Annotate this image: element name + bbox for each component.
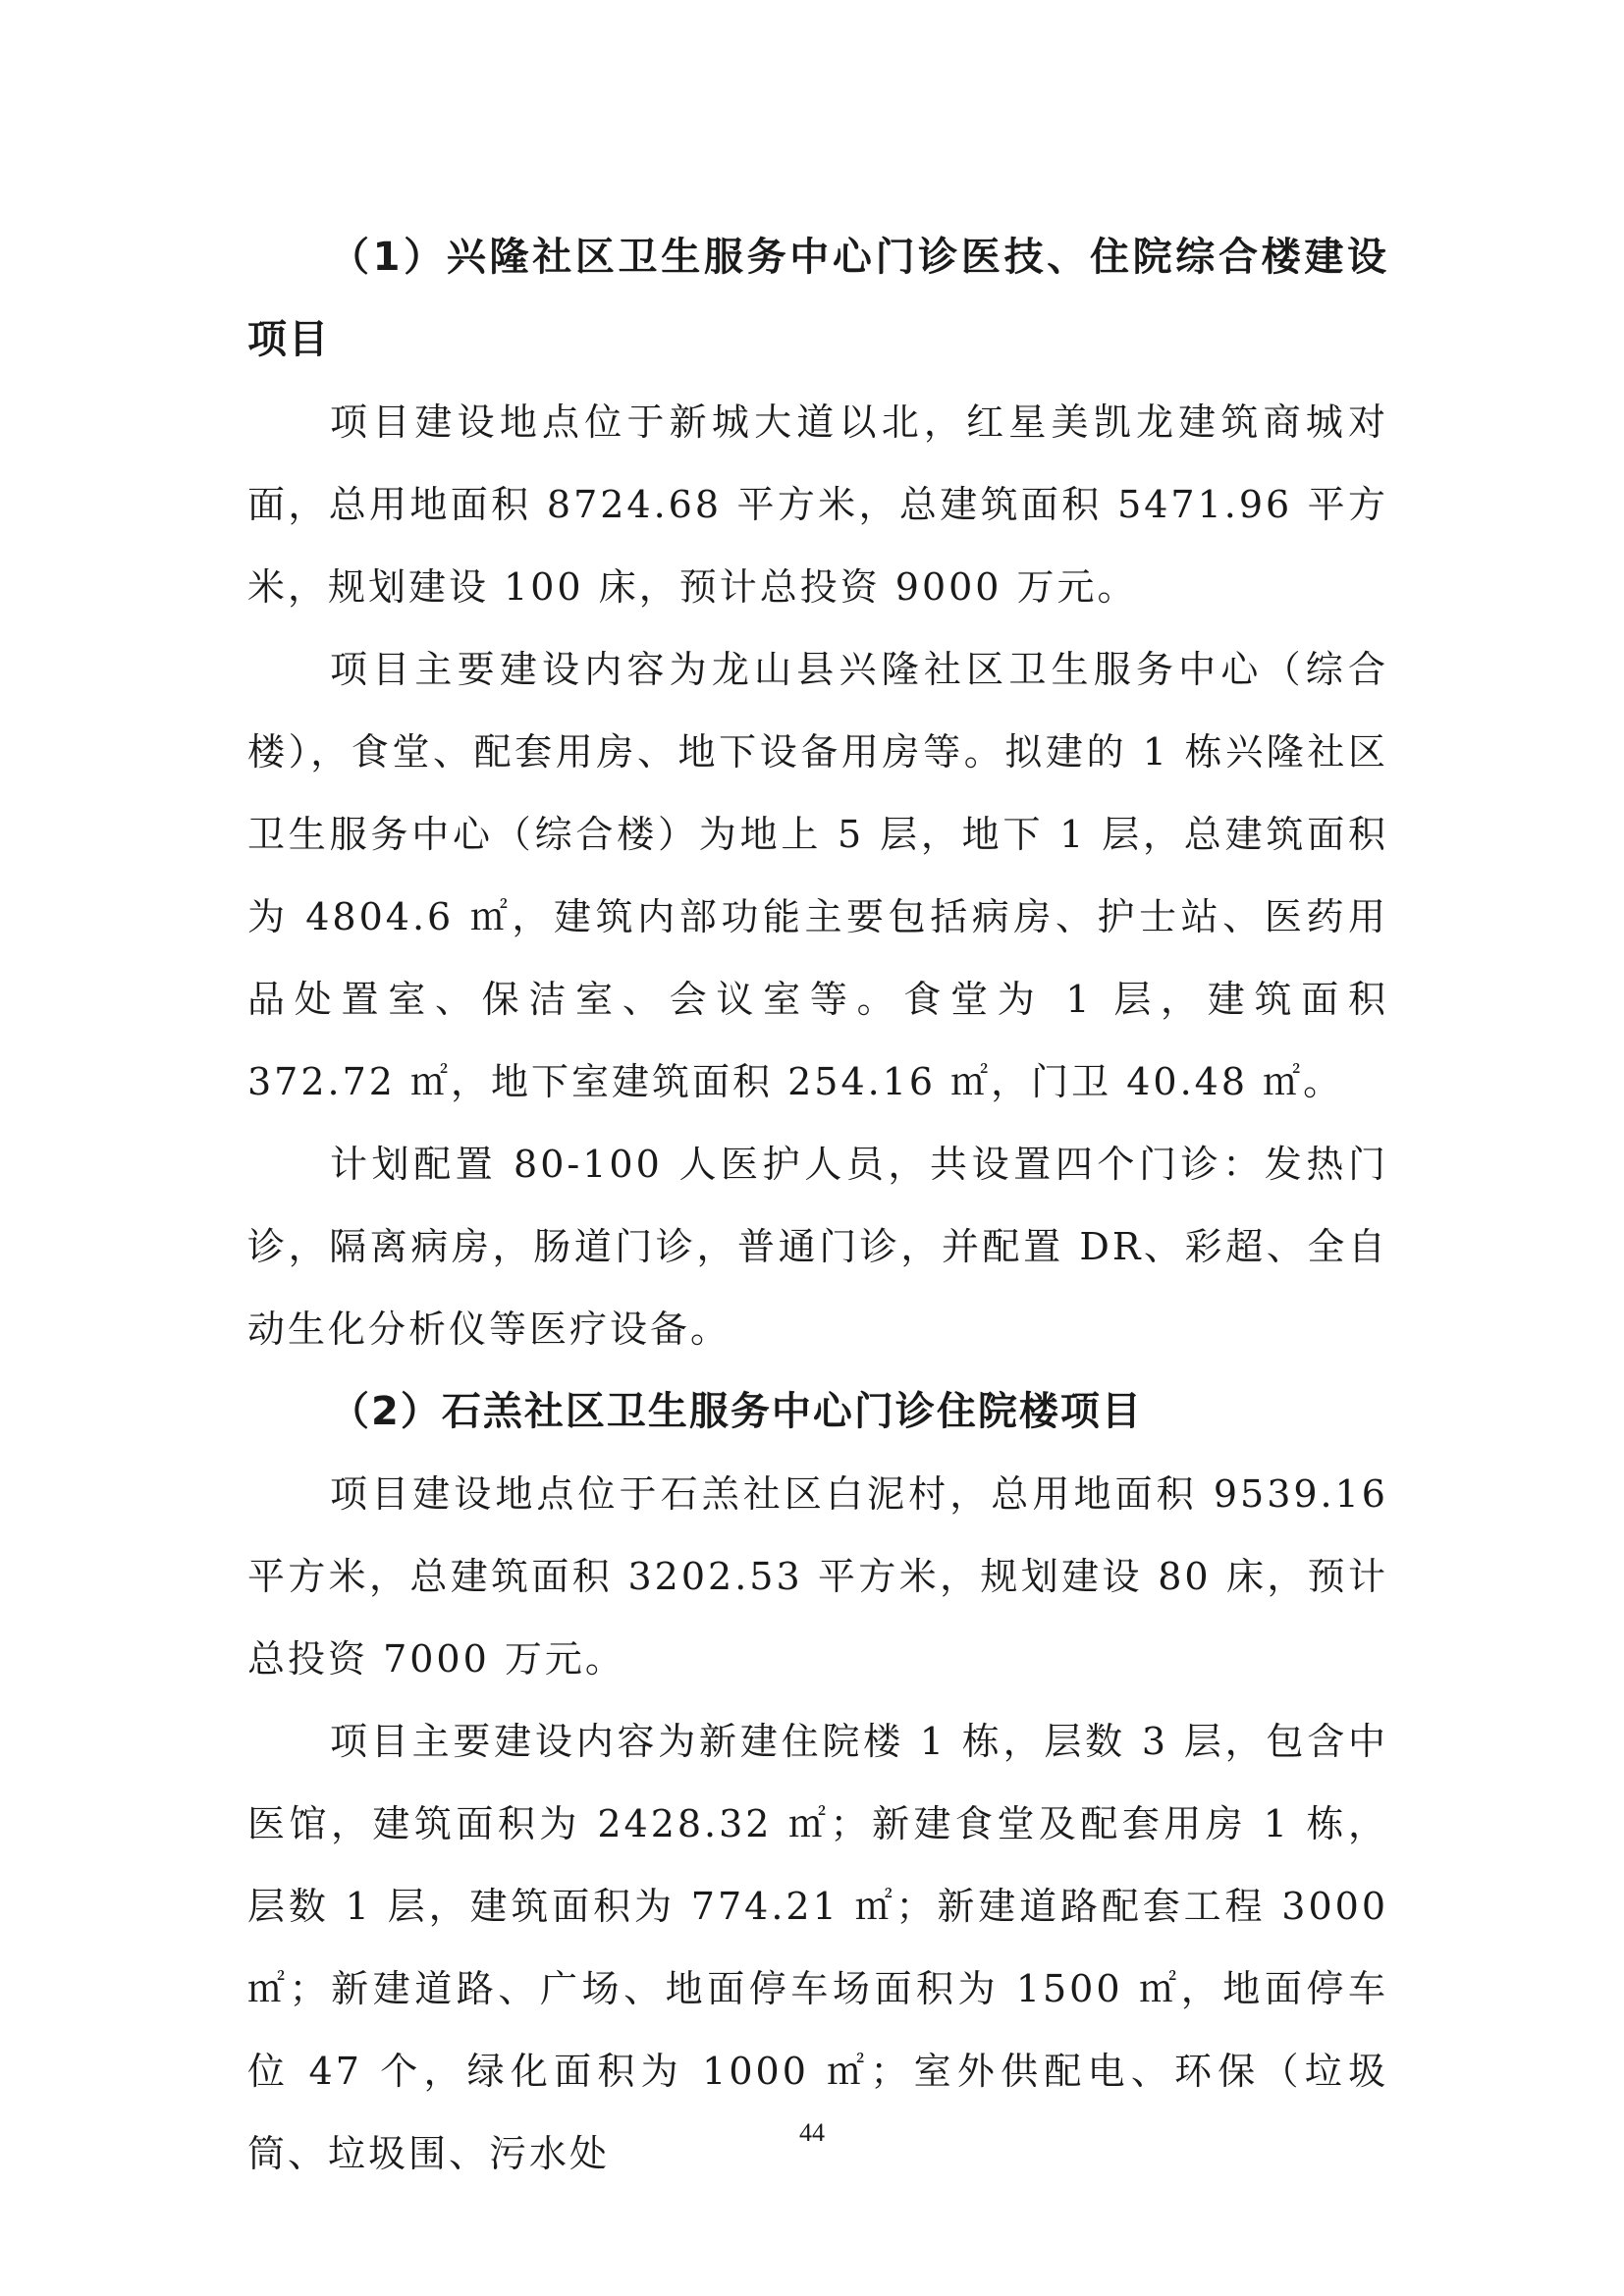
paragraph: 项目建设地点位于新城大道以北，红星美凯龙建筑商城对面，总用地面积 8724.68 平方米，总建筑面积 5471.96 平方米，规划建设 100 床，预计总投资 9000 万元。 bbox=[247, 400, 1388, 609]
paragraph: 项目主要建设内容为龙山县兴隆社区卫生服务中心（综合楼），食堂、配套用房、地下设备用房等。拟建的 1 栋兴隆社区卫生服务中心（综合楼）为地上 5 层，地下 1 层，总建筑面积为 4804.6 ㎡，建筑内部功能主要包括病房、护士站、医药用品处置室、保洁室、会议室等。食堂为 1 层，建筑面积 372.72 ㎡，地下室建筑面积 254.16 ㎡，门卫 40.48 ㎡。 bbox=[247, 648, 1388, 1103]
paragraph: 计划配置 80-100 人医护人员，共设置四个门诊：发热门诊，隔离病房，肠道门诊，普通门诊，并配置 DR、彩超、全自动生化分析仪等医疗设备。 bbox=[247, 1143, 1388, 1351]
paragraph: 项目建设地点位于石羔社区白泥村，总用地面积 9539.16 平方米，总建筑面积 3202.53 平方米，规划建设 80 床，预计总投资 7000 万元。 bbox=[247, 1472, 1388, 1681]
document-body bbox=[247, 216, 1388, 2195]
section-heading: （1）兴隆社区卫生服务中心门诊医技、住院综合楼建设项目 bbox=[247, 235, 1388, 362]
section-heading: （2）石羔社区卫生服务中心门诊住院楼项目 bbox=[330, 1389, 1143, 1434]
paragraph: 项目主要建设内容为新建住院楼 1 栋，层数 3 层，包含中医馆，建筑面积为 2428.32 ㎡；新建食堂及配套用房 1 栋，层数 1 层，建筑面积为 774.21 ㎡；新建道路配套工程 3000 ㎡；新建道路、广场、地面停车场面积为 1500 ㎡，地面停车位 47 个，绿化面积为 1000 ㎡；室外供配电、环保（垃圾筒、垃圾围、污水处 bbox=[247, 1720, 1388, 2175]
page-number: 44 bbox=[799, 2118, 825, 2147]
section-shigao bbox=[247, 1370, 1388, 2195]
section-xinglong bbox=[247, 216, 1388, 1370]
